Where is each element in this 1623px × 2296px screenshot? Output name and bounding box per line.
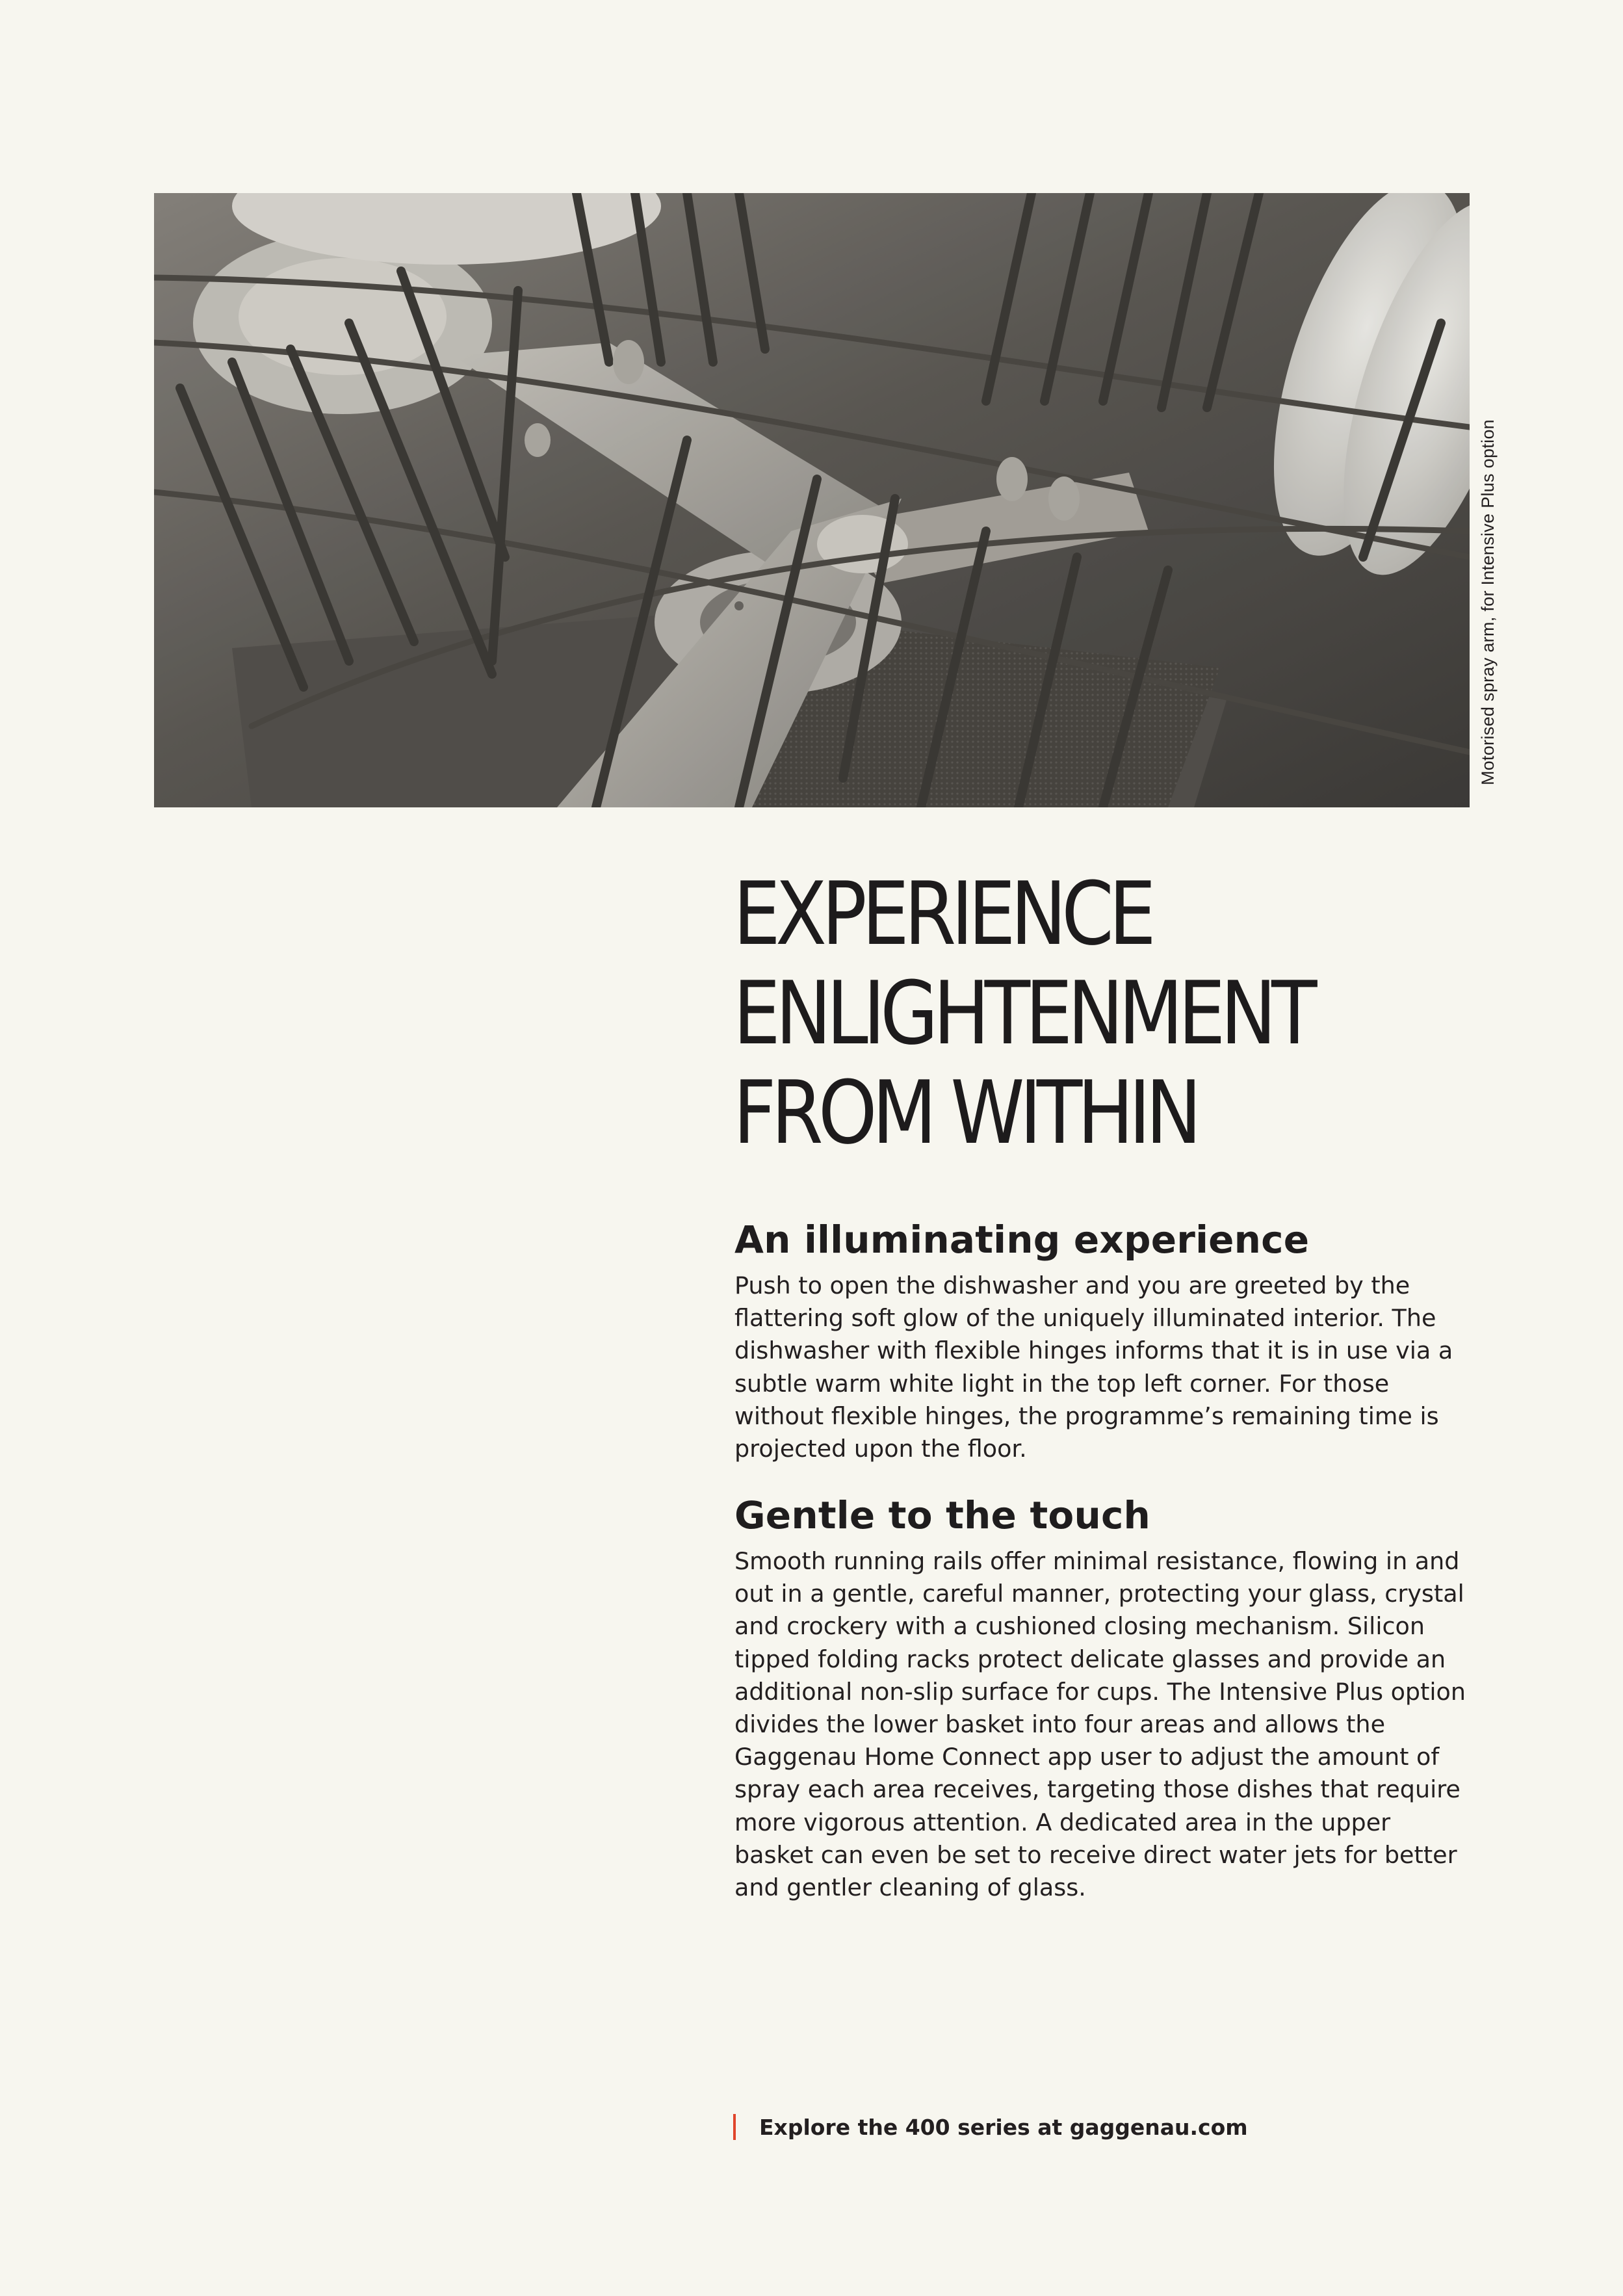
hero-image: [154, 193, 1470, 807]
section-body: Smooth running rails offer minimal resistance, flowing in and out in a gentle, careful manner, protecting your glass, crystal and crockery with a cushioned closing mechanism. Silicon tipped folding racks protect delicate glasses and provide an additional non-slip surface for cups. The Intensive Plus option divides the lower basket into four areas and allows the Gaggenau Home Connect app user to adjust the amount of spray each area receives, targeting those dishes that require more vigorous attention. A dedicated area in the upper basket can even be set to receive direct water jets for better and gentler cleaning of glass.: [734, 1547, 1466, 1902]
accent-bar: [733, 2114, 736, 2140]
image-caption: Motorised spray arm, for Intensive Plus option: [1478, 419, 1498, 786]
photo-icon: [154, 193, 1470, 807]
headline-line: ENLIGHTENMENT: [733, 963, 1312, 1064]
explore-series-link[interactable]: [733, 2113, 1248, 2141]
headline-line: FROM WITHIN: [733, 1062, 1197, 1164]
headline-line: EXPERIENCE: [733, 863, 1152, 965]
section-heading: An illuminating experience: [734, 1218, 1310, 1262]
section-heading: Gentle to the touch: [734, 1493, 1151, 1537]
explore-series-link-text: Explore the 400 series at gaggenau.com: [759, 2114, 1248, 2140]
section-body: Push to open the dishwasher and you are greeted by the flattering soft glow of the uniquely illuminated interior. The dishwasher with flexible hinges informs that it is in use via a subtle warm white light in the top left corner. For those without flexible hinges, the programme’s remaining time is projected upon the floor.: [734, 1272, 1453, 1463]
section-gentle-to-the-touch: [734, 1489, 1475, 1904]
page-headline: [733, 865, 1404, 1163]
section-illuminating-experience: [734, 1214, 1475, 1465]
